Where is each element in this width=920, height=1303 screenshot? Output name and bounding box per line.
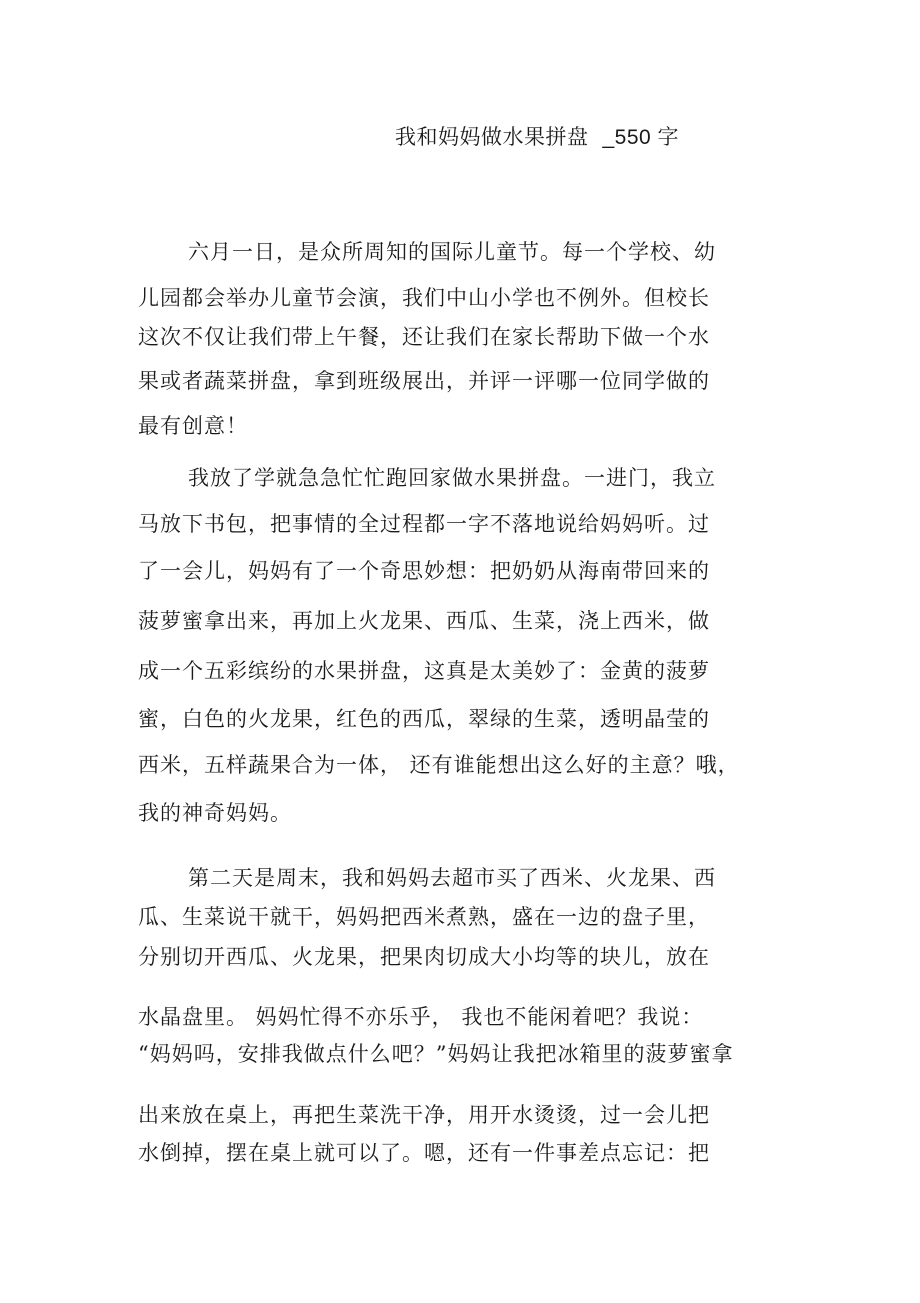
paragraph-line: 我放了学就急急忙忙跑回家做水果拼盘。一进门，我立 bbox=[188, 466, 716, 490]
paragraph-line: 最有创意！ bbox=[138, 414, 248, 438]
paragraph-line: 马放下书包，把事情的全过程都一字不落地说给妈妈听。过 bbox=[138, 512, 710, 536]
paragraph-line: 瓜、生菜说干就干，妈妈把西米煮熟，盛在一边的盘子里， bbox=[138, 905, 710, 929]
paragraph-line: 蜜，白色的火龙果，红色的西瓜，翠绿的生菜，透明晶莹的 bbox=[138, 707, 710, 731]
page-title bbox=[395, 122, 679, 153]
paragraph-line: 这次不仅让我们带上午餐，还让我们在家长帮助下做一个水 bbox=[138, 325, 710, 349]
paragraph-line: 果或者蔬菜拼盘，拿到班级展出，并评一评哪一位同学做的 bbox=[138, 369, 710, 393]
paragraph-line: 了一会儿，妈妈有了一个奇思妙想：把奶奶从海南带回来的 bbox=[138, 559, 710, 583]
paragraph-line: 儿园都会举办儿童节会演，我们中山小学也不例外。但校长 bbox=[138, 286, 710, 310]
paragraph-line: 菠萝蜜拿出来，再加上火龙果、西瓜、生菜，浇上西米，做 bbox=[138, 609, 710, 633]
paragraph-line: 六月一日，是众所周知的国际儿童节。每一个学校、幼 bbox=[188, 240, 716, 264]
paragraph-line: 成一个五彩缤纷的水果拼盘，这真是太美妙了：金黄的菠萝 bbox=[138, 659, 710, 683]
paragraph-line: 第二天是周末，我和妈妈去超市买了西米、火龙果、西 bbox=[188, 866, 716, 890]
paragraph-line: 西米，五样蔬果合为一体， 还有谁能想出这么好的主意？哦， bbox=[138, 753, 740, 777]
paragraph-line: 分别切开西瓜、火龙果，把果肉切成大小均等的块儿，放在 bbox=[138, 945, 710, 969]
paragraph-line: 水倒掉，摆在桌上就可以了。嗯，还有一件事差点忘记：把 bbox=[138, 1141, 710, 1165]
title-text: 我和妈妈做水果拼盘 bbox=[395, 125, 589, 149]
paragraph-line: 我的神奇妈妈。 bbox=[138, 801, 292, 825]
paragraph-line: “妈妈吗，安排我做点什么吧？”妈妈让我把冰箱里的菠萝蜜拿 bbox=[138, 1042, 734, 1066]
title-word-count: _550 字 bbox=[602, 126, 680, 149]
paragraph-line: 水晶盘里。 妈妈忙得不亦乐乎， 我也不能闲着吧？我说： bbox=[138, 1005, 704, 1029]
paragraph-line: 出来放在桌上，再把生菜洗干净，用开水烫烫，过一会儿把 bbox=[138, 1103, 710, 1127]
